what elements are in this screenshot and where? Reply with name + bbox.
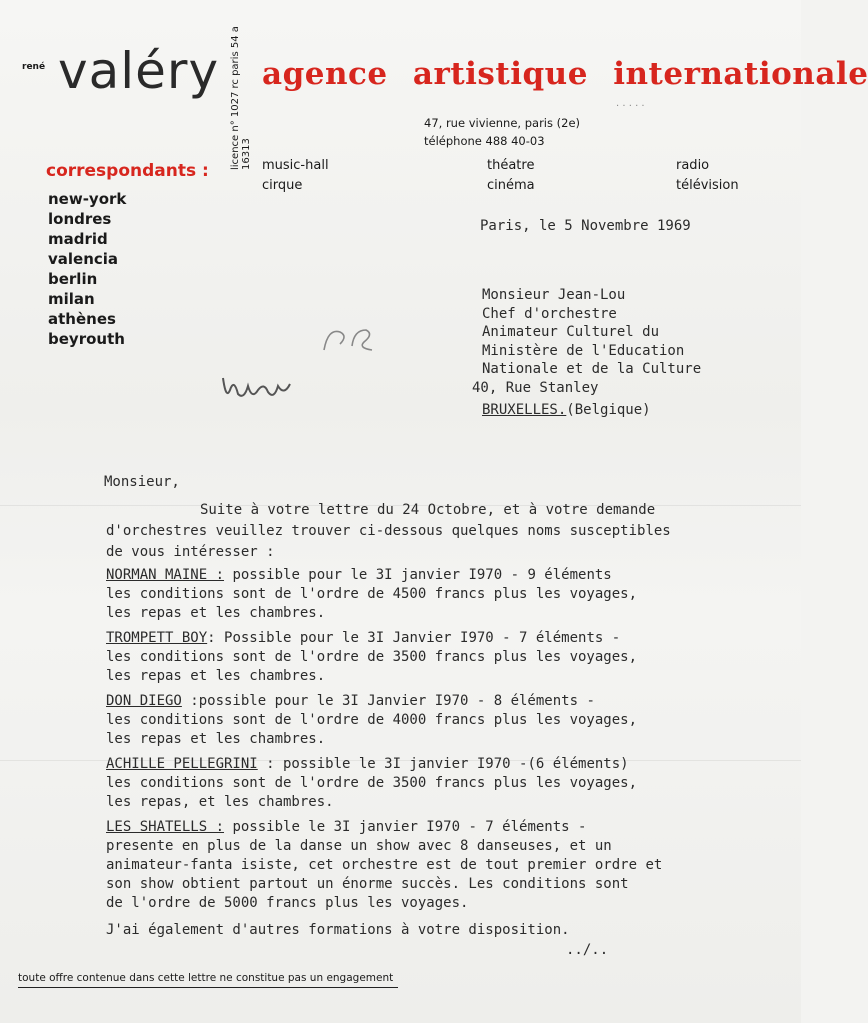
orchestra-line: son show obtient partout un énorme succès. Les conditions sont [106, 876, 629, 892]
intro-paragraph [106, 500, 671, 563]
city-item: milan [48, 290, 95, 308]
orchestra-name: DON DIEGO [106, 693, 182, 709]
recipient-line: Nationale et de la Culture [482, 361, 702, 377]
category-column [487, 156, 535, 196]
orchestra-line: animateur-fanta isiste, cet orchestre est de tout premier ordre et [106, 857, 663, 873]
orchestra-line: les conditions sont de l'ordre de 4000 francs plus les voyages, [106, 712, 638, 728]
recipient-country: (Belgique) [566, 402, 651, 418]
orchestra-line: les conditions sont de l'ordre de 3500 francs plus les voyages, [106, 775, 638, 791]
recipient-line: Monsieur Jean-Lou [482, 287, 626, 303]
recipient-line: 40, Rue Stanley [472, 379, 599, 396]
orchestra-line: de l'ordre de 5000 francs plus les voyages. [106, 895, 469, 911]
licence-number: licence n° 1027 rc paris 54 a 16313 [230, 26, 252, 170]
letter-date: Paris, le 5 Novembre 1969 [480, 218, 691, 234]
recipient-line: Animateur Culturel du [482, 324, 660, 340]
phone-line: téléphone 488 40-03 [424, 134, 545, 148]
city-item: athènes [48, 310, 116, 328]
recipient-line: Ministère de l'Education [482, 342, 685, 359]
agency-name: agence artistique internationale [262, 56, 868, 92]
category-column [262, 156, 329, 196]
orchestra-availability: : possible le 3I janvier I970 -(6 éléments) [257, 756, 629, 772]
orchestra-line: les repas, et les chambres. [106, 794, 334, 810]
orchestra-line: les conditions sont de l'ordre de 4500 francs plus les voyages, [106, 586, 638, 602]
orchestra-availability: possible le 3I janvier I970 - 7 éléments - [224, 819, 587, 835]
correspondants-title: correspondants : [46, 161, 209, 181]
recipient-block [472, 286, 702, 420]
orchestra-entry [106, 566, 662, 623]
orchestra-line: les repas et les chambres. [106, 668, 326, 684]
orchestra-availability: possible pour le 3I janvier I970 - 9 éléments [224, 567, 612, 583]
address-line: 47, rue vivienne, paris (2e) [424, 116, 581, 130]
orchestra-line: les repas et les chambres. [106, 605, 326, 621]
footer-disclaimer: toute offre contenue dans cette lettre ne constitue pas un engagement [18, 972, 394, 984]
recipient-line: Chef d'orchestre [482, 305, 617, 322]
city-item: berlin [48, 270, 98, 288]
agency-address [424, 114, 580, 150]
category-item: radio [676, 158, 710, 173]
orchestra-entry [106, 755, 662, 812]
ink-dots: · · · · · [616, 101, 645, 112]
city-item: beyrouth [48, 330, 125, 348]
category-item: cirque [262, 178, 303, 193]
orchestra-line: presente en plus de la danse un show avec 8 danseuses, et un [106, 838, 612, 854]
category-item: cinéma [487, 178, 535, 193]
orchestra-entry [106, 818, 662, 913]
correspondant-cities [48, 189, 126, 349]
intro-line: d'orchestres veuillez trouver ci-dessous quelques noms susceptibles [106, 523, 671, 539]
city-item: new-york [48, 190, 127, 208]
orchestra-entry [106, 692, 662, 749]
orchestra-name: NORMAN MAINE : [106, 567, 225, 583]
first-name: rené [22, 62, 46, 72]
intro-line: Suite à votre lettre du 24 Octobre, et à votre demande [200, 502, 656, 518]
city-item: londres [48, 210, 112, 228]
category-item: théatre [487, 158, 535, 173]
orchestra-list [106, 566, 662, 940]
city-item: madrid [48, 230, 108, 248]
intro-line: de vous intéresser : [106, 544, 275, 560]
orchestra-line: les conditions sont de l'ordre de 3500 francs plus les voyages, [106, 649, 638, 665]
category-item: télévision [676, 178, 739, 193]
orchestra-name: LES SHATELLS : [106, 819, 225, 835]
city-item: valencia [48, 250, 119, 268]
handwritten-mark [318, 320, 378, 356]
closing-line: J'ai également d'autres formations à votre disposition. [106, 922, 570, 938]
salutation: Monsieur, [104, 474, 180, 490]
orchestra-availability: :possible pour le 3I Janvier I970 - 8 éléments - [181, 693, 595, 709]
continued-mark: ../.. [566, 942, 609, 958]
surname-logo: valéry [58, 42, 220, 100]
recipient-city: BRUXELLES. [482, 402, 567, 418]
orchestra-name: ACHILLE PELLEGRINI [106, 756, 258, 772]
footer-rule [18, 987, 398, 988]
orchestra-entry [106, 629, 662, 686]
category-column [676, 156, 739, 196]
category-item: music-hall [262, 158, 329, 173]
orchestra-line: les repas et les chambres. [106, 731, 326, 747]
orchestra-name: TROMPETT BOY [106, 630, 208, 646]
orchestra-availability: : Possible pour le 3I Janvier I970 - 7 éléments - [207, 630, 621, 646]
handwritten-initials [218, 360, 308, 410]
recipient-city-line [482, 401, 701, 420]
